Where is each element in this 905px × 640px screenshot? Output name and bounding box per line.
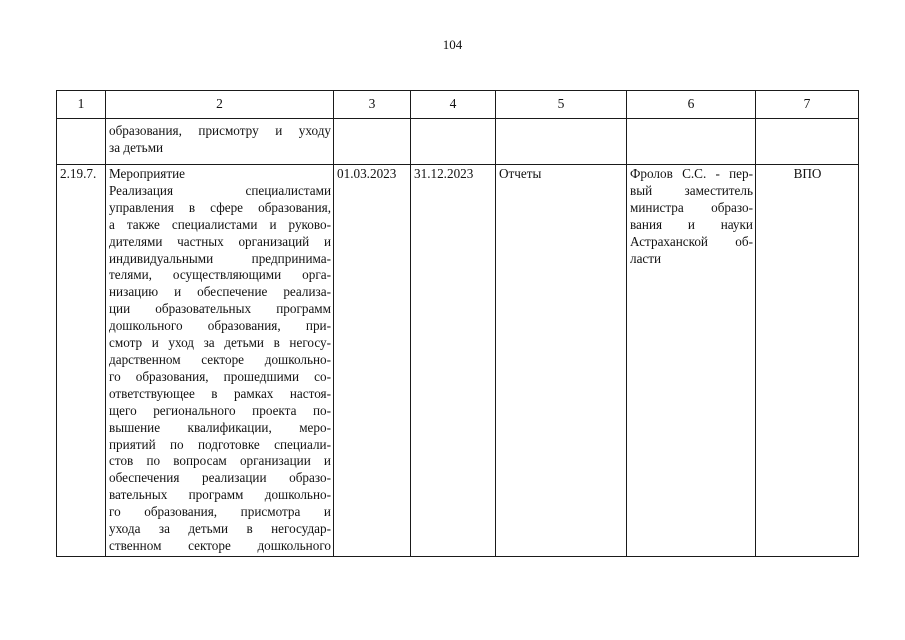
description-line: ухода за детьми в негосудар- [109, 521, 331, 537]
row-responsible [627, 165, 756, 557]
description-line: го образования, прошедшими со- [109, 368, 331, 384]
description-line: стов по вопросам организации и [109, 453, 331, 469]
description-line: вышение квалификации, меро- [109, 419, 331, 435]
row-start-date: 01.03.2023 [334, 165, 411, 557]
row-number: 2.19.7. [57, 165, 106, 557]
description-line: ции образовательных программ [109, 301, 331, 317]
cont-result-cell [496, 119, 627, 165]
responsible-line: Астраханской об- [630, 233, 753, 249]
column-header-1: 1 [57, 91, 106, 119]
table-row [57, 165, 859, 557]
description-line: индивидуальными предпринима- [109, 250, 331, 266]
continuation-row [57, 119, 859, 165]
column-header-5: 5 [496, 91, 627, 119]
description-line: вательных программ дошкольно- [109, 487, 331, 503]
cont-description-line: за детьми [109, 139, 164, 155]
cont-end-cell [411, 119, 496, 165]
description-line: ответствующее в рамках настоя- [109, 385, 331, 401]
cont-description-cell [106, 119, 334, 165]
cont-description-line: образования, присмотру и уходу [109, 123, 331, 138]
cont-number-cell [57, 119, 106, 165]
responsible-line: вания и науки [630, 216, 753, 232]
description-line: низацию и обеспечение реализа- [109, 284, 331, 300]
description-line: дарственном секторе дошкольно- [109, 351, 331, 367]
column-header-6: 6 [627, 91, 756, 119]
description-line: ственном секторе дошкольного [109, 537, 331, 553]
row-code: ВПО [756, 165, 859, 557]
row-result: Отчеты [496, 165, 627, 557]
description-line: телями, осуществляющими орга- [109, 267, 331, 283]
row-end-date: 31.12.2023 [411, 165, 496, 557]
description-line: Реализация специалистами [109, 182, 331, 198]
description-line: Мероприятие [109, 166, 186, 181]
description-line: обеспечения реализации образо- [109, 470, 331, 486]
row-description [106, 165, 334, 557]
responsible-line: вый заместитель [630, 182, 753, 198]
cont-code-cell [756, 119, 859, 165]
description-line: дителями частных организаций и [109, 233, 331, 249]
description-line: го образования, присмотра и [109, 504, 331, 520]
column-header-3: 3 [334, 91, 411, 119]
cont-start-cell [334, 119, 411, 165]
cont-responsible-cell [627, 119, 756, 165]
responsible-line: министра образо- [630, 199, 753, 215]
description-line: смотр и уход за детьми в негосу- [109, 335, 331, 351]
description-line: приятий по подготовке специали- [109, 436, 331, 452]
responsible-line: ласти [630, 250, 662, 266]
description-line: управления в сфере образования, [109, 199, 331, 215]
page-number: 104 [442, 37, 463, 52]
description-line: щего регионального проекта по- [109, 402, 331, 418]
header-row [57, 91, 859, 119]
responsible-line: Фролов С.С. - пер- [630, 166, 753, 181]
column-header-7: 7 [756, 91, 859, 119]
column-header-2: 2 [106, 91, 334, 119]
column-header-4: 4 [411, 91, 496, 119]
plan-table [56, 90, 859, 557]
description-line: дошкольного образования, при- [109, 318, 331, 334]
description-line: а также специалистами и руково- [109, 216, 331, 232]
